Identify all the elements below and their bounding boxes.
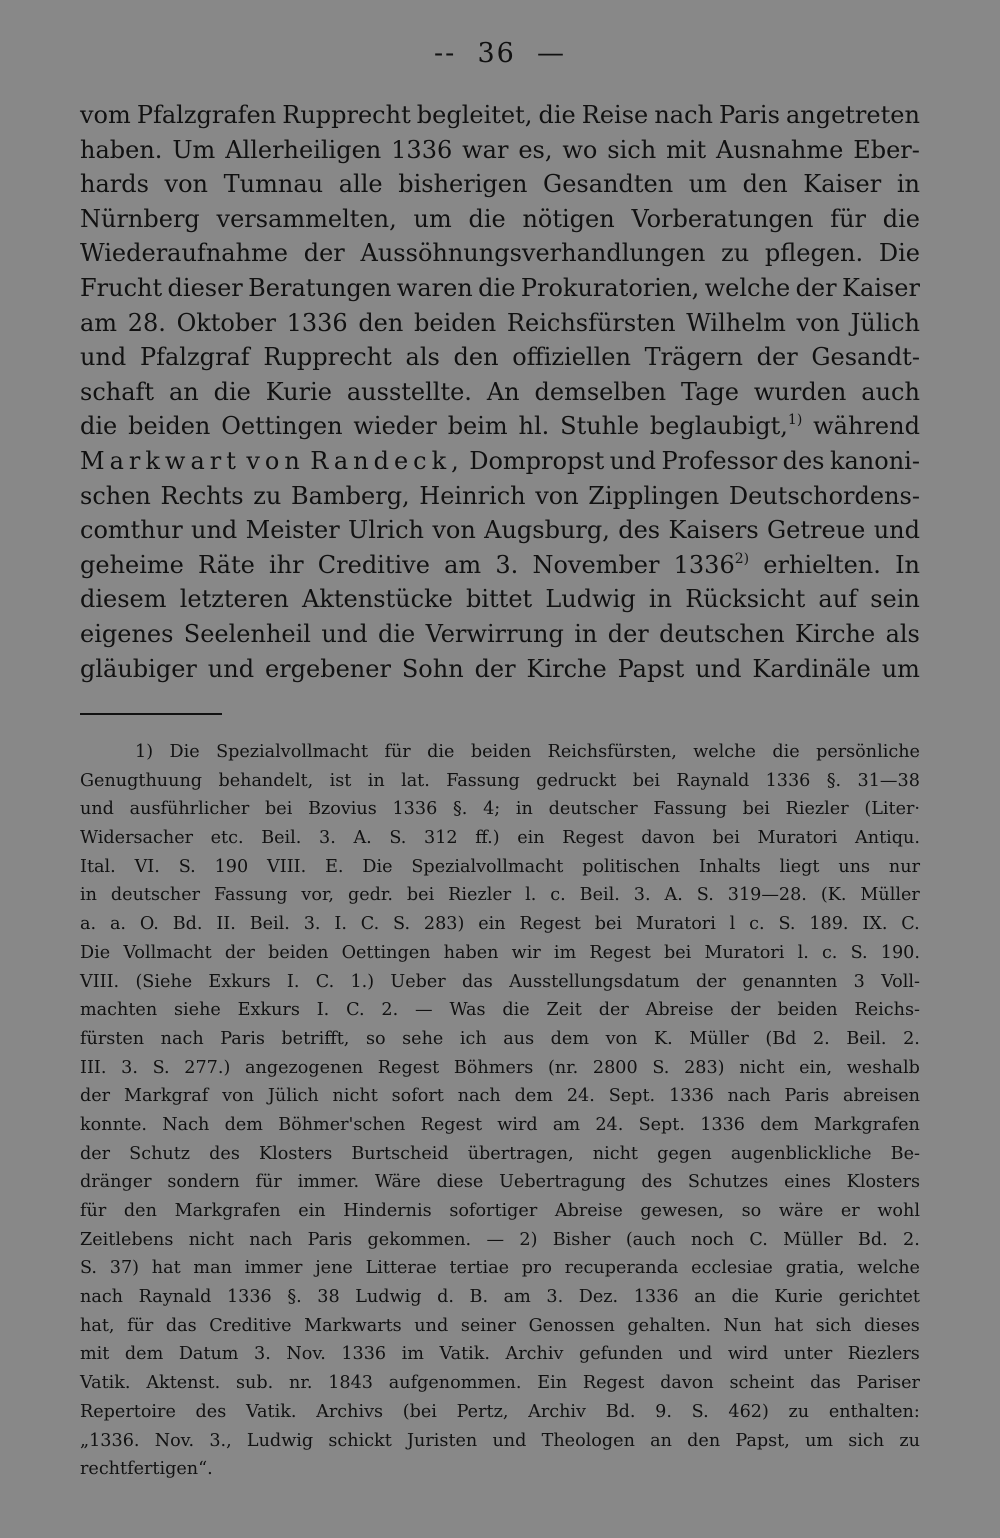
footnote-line: 1) Die Spezialvollmacht für die beiden Reichsfürsten, welche die persönliche: [135, 742, 920, 762]
footnote-line: VIII. (Siehe Exkurs I. C. 1.) Ueber das Ausstellungsdatum der genannten 3 Voll-: [80, 971, 920, 992]
text-line: haben. Um Allerheiligen 1336 war es, wo sich mit Ausnahme Eber-: [80, 135, 920, 164]
text-line: vom Pfalzgrafen Rupprecht begleitet, die Reise nach Paris angetreten: [80, 101, 920, 129]
footnote-line: a. a. O. Bd. II. Beil. 3. I. C. S. 283) ein Regest bei Muratori l c. S. 189. IX. C.: [80, 914, 920, 935]
footnote-line: Widersacher etc. Beil. 3. A. S. 312 ff.) ein Regest davon bei Muratori Antiqu.: [80, 828, 920, 849]
footnote-line: und ausführlicher bei Bzovius 1336 §. 4; in deutscher Fassung bei Riezler (Liter·: [80, 799, 920, 820]
footnote-line: machten siehe Exkurs I. C. 2. — Was die Zeit der Abreise der beiden Reichs-: [80, 1000, 920, 1021]
footnote-line: Ital. VI. S. 190 VIII. E. Die Spezialvollmacht politischen Inhalts liegt uns nur: [80, 856, 920, 877]
footnote-line: Repertoire des Vatik. Archivs (bei Pertz, Archiv Bd. 9. S. 462) zu enthalten:: [80, 1401, 920, 1422]
emphasized-name: von: [246, 446, 305, 475]
text-line: die beiden Oettingen wieder beim hl. Stuhle beglaubigt,$^{1)}$ während: [80, 412, 920, 441]
footnote-line: für den Markgrafen ein Hindernis sofortiger Abreise gewesen, so wäre er wohl: [80, 1201, 920, 1221]
footnote-line: Vatik. Aktenst. sub. nr. 1843 aufgenommen. Ein Regest davon scheint das Pariser: [80, 1373, 920, 1394]
footnote-line: fürsten nach Paris betrifft, so sehe ich aus dem von K. Müller (Bd 2. Beil. 2.: [80, 1028, 920, 1049]
main-text: [80, 98, 920, 686]
footnote-line: S. 37) hat man immer jene Litterae tertiae pro recuperanda ecclesiae gratia, welche: [80, 1258, 920, 1279]
footnote-line: rechtfertigen“.: [80, 1459, 213, 1480]
footnote-line: in deutscher Fassung vor, gedr. bei Riezler l. c. Beil. 3. A. S. 319—28. (K. Müller: [80, 885, 920, 906]
text-line: hards von Tumnau alle bisherigen Gesandten um den Kaiser in: [80, 170, 920, 199]
text-line: eigenes Seelenheil und die Verwirrung in der deutschen Kirche als: [80, 619, 920, 648]
footnote-line: hat, für das Creditive Markwarts und seiner Genossen gehalten. Nun hat sich dieses: [80, 1315, 920, 1336]
text-line: comthur und Meister Ulrich von Augsburg, des Kaisers Getreue und: [80, 516, 920, 545]
emphasized-name: Markwart: [80, 446, 241, 475]
text-line: Nürnberg versammelten, um die nötigen Vorberatungen für die: [80, 204, 920, 233]
footnote-line: Die Vollmacht der beiden Oettingen haben wir im Regest bei Muratori l. c. S. 190.: [80, 942, 920, 963]
text-line: schen Rechts zu Bamberg, Heinrich von Zipplingen Deutschordens-: [80, 481, 920, 510]
footnote-line: nach Raynald 1336 §. 38 Ludwig d. B. am 3. Dez. 1336 an die Kurie gerichtet: [80, 1287, 920, 1308]
text-line: schaft an die Kurie ausstellte. An demselben Tage wurden auch: [80, 377, 920, 406]
text-line: geheime Räte ihr Creditive am 3. November 1336$^{2)}$ erhielten. In: [80, 550, 920, 579]
footnote-line: „1336. Nov. 3., Ludwig schickt Juristen und Theologen an den Papst, um sich zu: [80, 1430, 920, 1451]
page-number: -- 36 —: [434, 38, 566, 69]
footnote-line: III. 3. S. 277.) angezogenen Regest Böhmers (nr. 2800 S. 283) nicht ein, weshalb: [80, 1057, 920, 1078]
footnote-line: der Markgraf von Jülich nicht sofort nach dem 24. Sept. 1336 nach Paris abreisen: [80, 1086, 920, 1107]
footnote-line: Zeitlebens nicht nach Paris gekommen. — 2) Bisher (auch noch C. Müller Bd. 2.: [80, 1229, 920, 1250]
text-line: am 28. Oktober 1336 den beiden Reichsfürsten Wilhelm von Jülich: [80, 308, 920, 337]
text-line: diesem letzteren Aktenstücke bittet Ludwig in Rücksicht auf sein: [80, 585, 920, 614]
text-line: und Pfalzgraf Rupprecht als den offiziellen Trägern der Gesandt-: [80, 343, 920, 372]
text-line: Markwart von Randeck, Dompropst und Professor des kanoni-: [80, 444, 920, 479]
footnote-ref-1: 1): [787, 412, 803, 429]
emphasized-name: Randeck,: [310, 446, 464, 475]
text-line: gläubiger und ergebener Sohn der Kirche Papst und Kardinäle um: [80, 654, 920, 683]
footnote-line: der Schutz des Klosters Burtscheid übertragen, nicht gegen augenblickliche Be-: [80, 1143, 920, 1164]
footnote-line: Genugthuung behandelt, ist in lat. Fassung gedruckt bei Raynald 1336 §. 31—38: [80, 770, 920, 791]
footnotes: [80, 738, 920, 1484]
footnote-line: mit dem Datum 3. Nov. 1336 im Vatik. Archiv gefunden und wird unter Riezlers: [80, 1344, 920, 1365]
footnote-line: dränger sondern für immer. Wäre diese Uebertragung des Schutzes eines Klosters: [80, 1172, 920, 1193]
footnote-line: konnte. Nach dem Böhmer'schen Regest wird am 24. Sept. 1336 dem Markgrafen: [80, 1114, 920, 1135]
text-line: Wiederaufnahme der Aussöhnungsverhandlungen zu pflegen. Die: [80, 239, 920, 268]
footnote-ref-2: 2): [734, 550, 750, 567]
footnote-separator-rule: [80, 713, 222, 715]
text-line: Frucht dieser Beratungen waren die Prokuratorien, welche der Kaiser: [80, 273, 920, 302]
